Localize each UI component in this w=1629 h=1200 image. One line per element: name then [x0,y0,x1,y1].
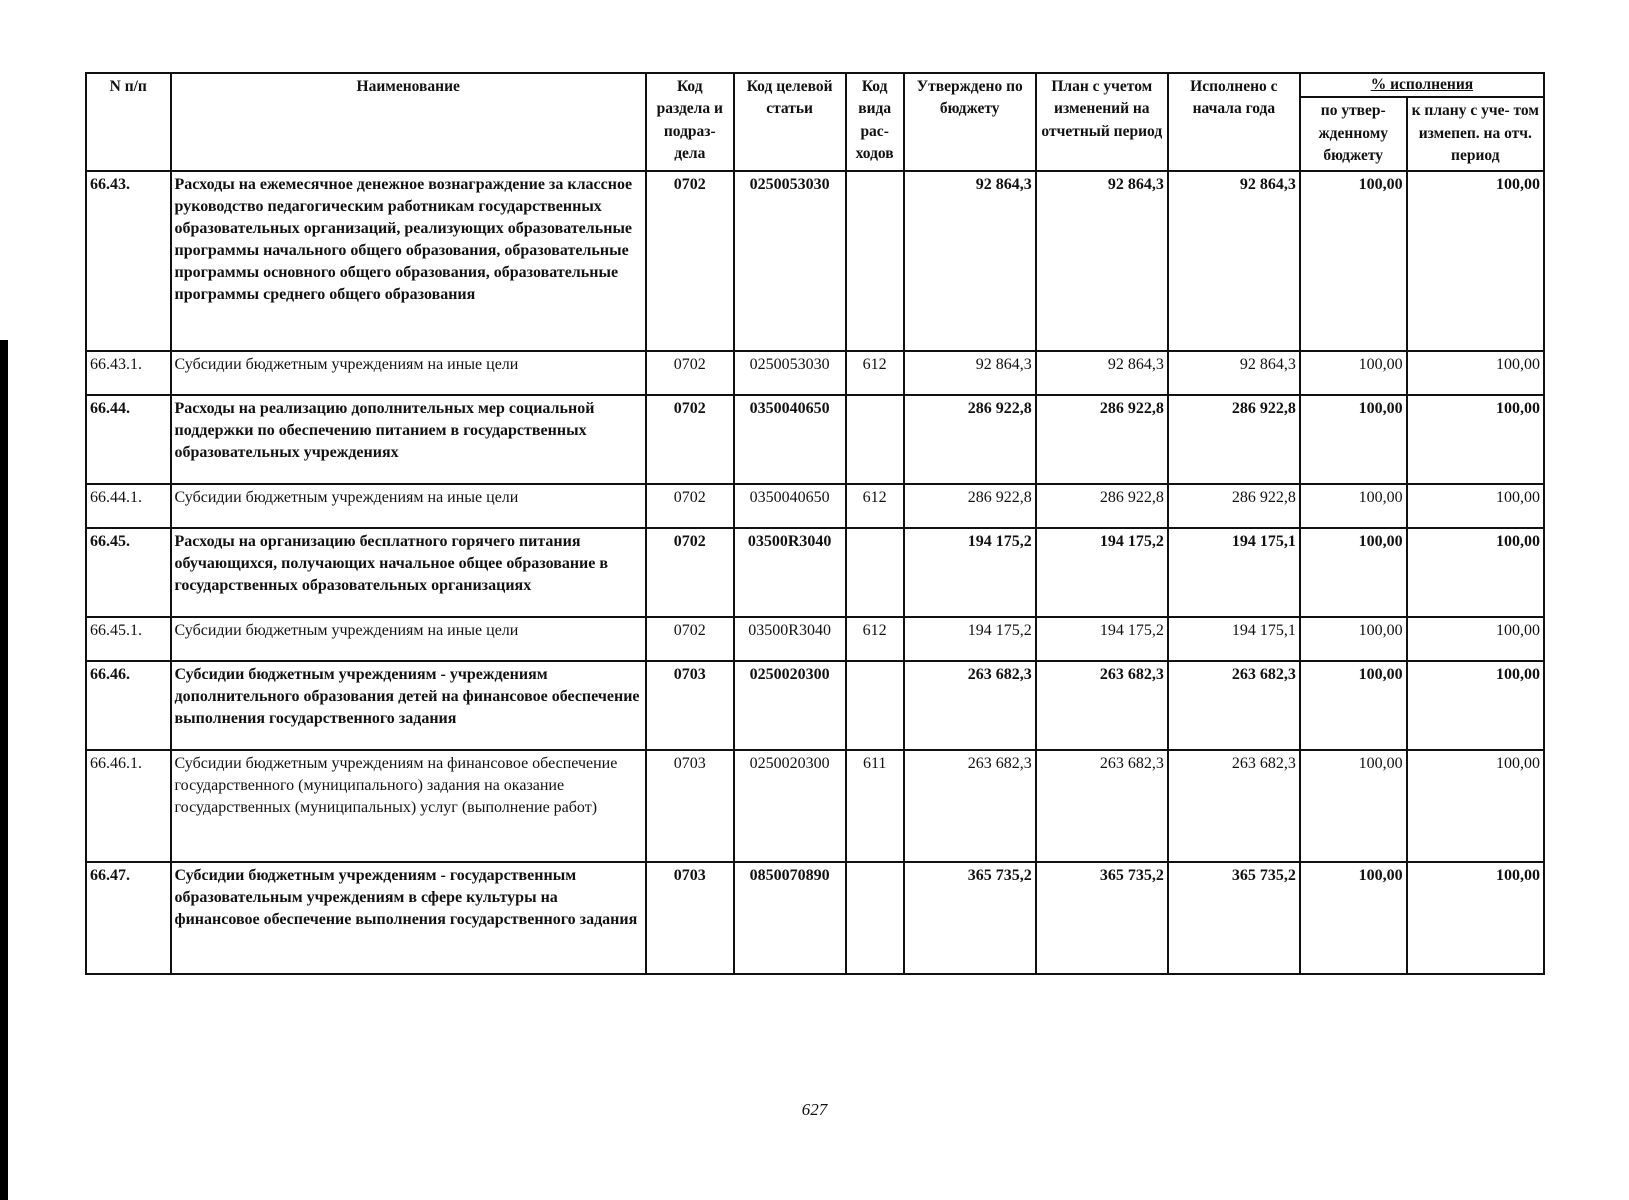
row-target-code: 0350040650 [734,484,846,528]
row-name: Субсидии бюджетным учреждениям на иные цели [171,484,646,528]
row-plan: 263 682,3 [1036,750,1168,862]
row-approved: 194 175,2 [904,528,1036,617]
row-expense-code [846,862,904,974]
table-row [86,484,1544,528]
row-percent-budget: 100,00 [1300,171,1407,351]
row-target-code: 0850070890 [734,862,846,974]
table-row [86,351,1544,395]
row-target-code: 0250053030 [734,171,846,351]
row-percent-budget: 100,00 [1300,484,1407,528]
row-plan: 194 175,2 [1036,528,1168,617]
row-approved: 365 735,2 [904,862,1036,974]
row-expense-code: 612 [846,617,904,661]
row-name: Расходы на организацию бесплатного горячего питания обучающихся, получающих начальное общее образование в государственных образовательных организациях [171,528,646,617]
table-row [86,528,1544,617]
header-name: Наименование [171,73,646,171]
row-expense-code: 611 [846,750,904,862]
header-row-top [86,73,1544,97]
header-percent-budget: по утвер- жденному бюджету [1300,97,1407,170]
row-plan: 286 922,8 [1036,395,1168,484]
row-num: 66.46. [86,661,171,750]
header-target-code: Код целевой статьи [734,73,846,171]
row-percent-budget: 100,00 [1300,395,1407,484]
row-percent-plan: 100,00 [1407,171,1544,351]
header-plan: План с учетом изменений на отчетный период [1036,73,1168,171]
row-expense-code: 612 [846,484,904,528]
row-num: 66.45. [86,528,171,617]
row-target-code: 0250020300 [734,661,846,750]
row-num: 66.43.1. [86,351,171,395]
header-percent-plan: к плану с уче- том измепеп. на отч. период [1407,97,1544,170]
table-row [86,862,1544,974]
row-executed: 92 864,3 [1168,171,1300,351]
row-plan: 92 864,3 [1036,171,1168,351]
row-target-code: 0250053030 [734,351,846,395]
row-expense-code [846,661,904,750]
row-num: 66.44.1. [86,484,171,528]
header-approved: Утверждено по бюджету [904,73,1036,171]
table-row [86,750,1544,862]
row-percent-budget: 100,00 [1300,617,1407,661]
row-section-code: 0702 [646,484,734,528]
row-percent-plan: 100,00 [1407,351,1544,395]
row-executed: 286 922,8 [1168,484,1300,528]
row-name: Субсидии бюджетным учреждениям - учреждениям дополнительного образования детей на финансовое обеспечение выполнения государственного задания [171,661,646,750]
row-approved: 263 682,3 [904,750,1036,862]
row-executed: 286 922,8 [1168,395,1300,484]
row-num: 66.43. [86,171,171,351]
row-approved: 286 922,8 [904,395,1036,484]
row-section-code: 0702 [646,171,734,351]
row-section-code: 0703 [646,862,734,974]
row-approved: 263 682,3 [904,661,1036,750]
row-target-code: 0350040650 [734,395,846,484]
budget-execution-table [85,72,1545,975]
row-executed: 263 682,3 [1168,750,1300,862]
row-plan: 194 175,2 [1036,617,1168,661]
row-percent-plan: 100,00 [1407,750,1544,862]
header-percent-group: % исполнения [1300,73,1544,97]
row-name: Субсидии бюджетным учреждениям на финансовое обеспечение государственного (муниципального) задания на оказание государственных (муниципальных) услуг (выполнение работ) [171,750,646,862]
row-name: Субсидии бюджетным учреждениям на иные цели [171,617,646,661]
row-percent-plan: 100,00 [1407,617,1544,661]
row-num: 66.47. [86,862,171,974]
row-section-code: 0703 [646,661,734,750]
row-plan: 365 735,2 [1036,862,1168,974]
row-num: 66.44. [86,395,171,484]
row-percent-budget: 100,00 [1300,862,1407,974]
row-name: Субсидии бюджетным учреждениям - государственным образовательным учреждениям в сфере культуры на финансовое обеспечение выполнения государственного задания [171,862,646,974]
row-percent-budget: 100,00 [1300,661,1407,750]
row-name: Расходы на ежемесячное денежное вознаграждение за классное руководство педагогическим работникам государственных образовательных организаций, реализующих образовательные программы начального общего образования, образовательные программы основного общего образования, образовательные программы среднего общего образования [171,171,646,351]
row-plan: 263 682,3 [1036,661,1168,750]
row-section-code: 0702 [646,395,734,484]
row-expense-code: 612 [846,351,904,395]
row-approved: 286 922,8 [904,484,1036,528]
row-percent-budget: 100,00 [1300,351,1407,395]
row-executed: 194 175,1 [1168,617,1300,661]
header-executed: Исполнено с начала года [1168,73,1300,171]
row-plan: 92 864,3 [1036,351,1168,395]
row-percent-plan: 100,00 [1407,395,1544,484]
row-executed: 92 864,3 [1168,351,1300,395]
row-section-code: 0702 [646,528,734,617]
page-number: 627 [801,1100,828,1119]
row-percent-plan: 100,00 [1407,661,1544,750]
row-plan: 286 922,8 [1036,484,1168,528]
row-section-code: 0703 [646,750,734,862]
table-row [86,661,1544,750]
table-row [86,617,1544,661]
row-target-code: 03500R3040 [734,528,846,617]
row-num: 66.45.1. [86,617,171,661]
row-name: Субсидии бюджетным учреждениям на иные цели [171,351,646,395]
header-expense-code: Код вида рас- ходов [846,73,904,171]
row-executed: 365 735,2 [1168,862,1300,974]
row-percent-budget: 100,00 [1300,750,1407,862]
row-approved: 92 864,3 [904,351,1036,395]
row-expense-code [846,528,904,617]
row-approved: 194 175,2 [904,617,1036,661]
row-expense-code [846,171,904,351]
row-target-code: 03500R3040 [734,617,846,661]
table-row [86,171,1544,351]
row-section-code: 0702 [646,351,734,395]
row-percent-plan: 100,00 [1407,528,1544,617]
table-row [86,395,1544,484]
row-executed: 263 682,3 [1168,661,1300,750]
row-section-code: 0702 [646,617,734,661]
row-percent-plan: 100,00 [1407,484,1544,528]
row-executed: 194 175,1 [1168,528,1300,617]
row-expense-code [846,395,904,484]
header-num: N п/п [86,73,171,171]
row-percent-plan: 100,00 [1407,862,1544,974]
row-percent-budget: 100,00 [1300,528,1407,617]
scan-edge-bar [0,340,8,1200]
row-target-code: 0250020300 [734,750,846,862]
header-section-code: Код раздела и подраз- дела [646,73,734,171]
row-approved: 92 864,3 [904,171,1036,351]
row-num: 66.46.1. [86,750,171,862]
row-name: Расходы на реализацию дополнительных мер социальной поддержки по обеспечению питанием в государственных образовательных учреждениях [171,395,646,484]
